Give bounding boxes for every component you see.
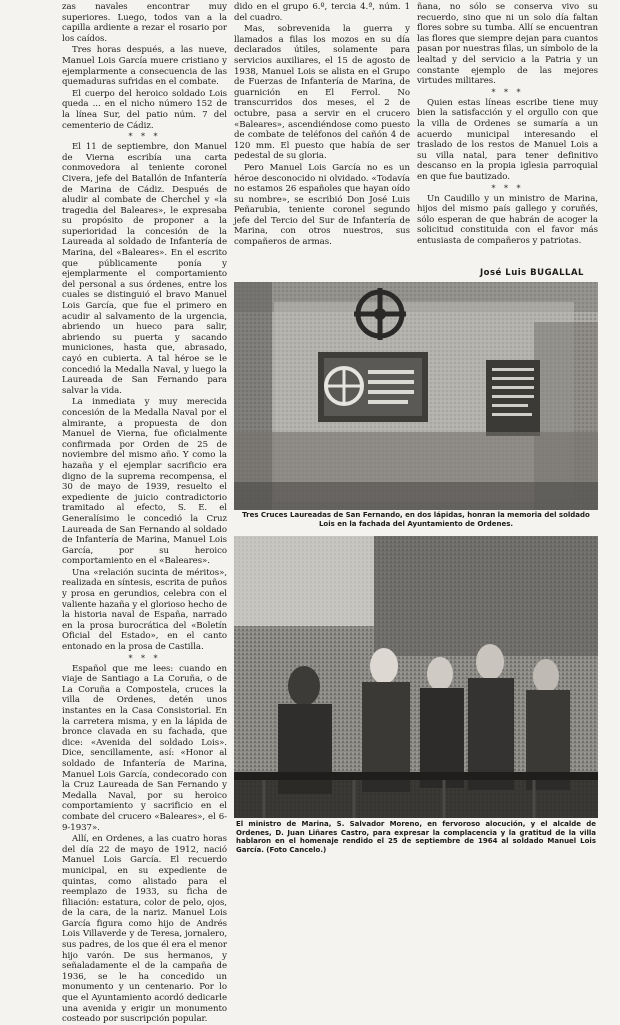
photo-caption-1: Tres Cruces Laureadas de San Fernando, en dos lápidas, honran la memoria del soldado Lois en la fachada del Ayuntamiento de Ordenes. [242, 511, 590, 528]
article-column-2 [234, 2, 410, 248]
paragraph: El cuerpo del heroico soldado Lois queda ... en el nicho número 152 de la línea Sur, del patio núm. 7 del cementerio de Cádiz. [62, 88, 227, 131]
paragraph: Mas, sobrevenida la guerra y llamados a filas los mozos en su día declarados útiles, solamente para servicios auxiliares, el 15 de agosto de 1938, Manuel Lois se alista en el Grupo de Fuerzas de Infantería de Marina, de guarnición en El Ferrol. No transcurridos dos meses, el 2 de octubre, pasa a servir en el crucero «Baleares», ascendiéndose como puesto de combate de teléfonos del cañón 4 de 120 mm. El puesto que había de ser pedestal de su gloria. [234, 24, 410, 162]
paragraph: zas navales encontrar muy superiores. Luego, todos van a la capilla ardiente a rezar el rosario por los caídos. [62, 2, 227, 44]
paragraph: ñana, no sólo se conserva vivo su recuerdo, sino que ni un solo día faltan flores sobre su tumba. Allí se encuentran las flores que siempre dejan para cuantos pasan por nuestras filas, un símbolo de la lealtad y del servicio a la Patria y un constante ejemplo de las mejores virtudes militares. [417, 2, 598, 87]
paragraph: Un Caudillo y un ministro de Marina, hijos del mismo país gallego y coruñés, sólo esperan de que habrán de acoger la solicitud constituida con el favor más entusiasta de compañeros y patriotas. [417, 193, 598, 246]
article-column-1 [62, 2, 227, 1025]
paragraph: Pero Manuel Lois García no es un héroe desconocido ni olvidado. «Todavía no estamos 26 españoles que hayan oído su nombre», se escribió Don José Luis Peñarubia, teniente coronel segundo jefe del Tercio del Sur de Infantería de Marina, con otros nuestros, sus compañeros de armas. [234, 162, 410, 248]
paragraph: Una «relación sucinta de méritos», realizada en síntesis, escrita de puños y prosa en gerundios, celebra con el valiente hazaña y el glorioso hecho de la historia naval de España, narrado en la prosa burocrática del «Boletín Oficial del Estado», en el canto entonado en la prosa de Castilla. [62, 567, 227, 653]
article-column-3 [417, 2, 598, 272]
paragraph: Quien estas líneas escribe tiene muy bien la satisfacción y el orgullo con que la villa de Ordenes se sumaría a un acuerdo municipal interesando el traslado de los restos de Manuel Lois a su villa natal, para tener definitivo descanso en la propia iglesia parroquial en que fue bautizado. [417, 97, 598, 182]
section-separator: * * * [128, 132, 161, 142]
author-signature: José Luis BUGALLAL [480, 268, 584, 278]
paragraph: Tres horas después, a las nueve, Manuel Lois García muere cristiano y ejemplarmente a consecuencia de las quemaduras sufridas en el combate. [62, 45, 227, 88]
paragraph: El 11 de septiembre, don Manuel de Vierna escribía una carta conmovedora al teniente coronel Civera, jefe del Batallón de Infantería de Marina de Cádiz. Después de aludir al combate de Cherchel y «la tragedia del Baleares», le expresaba su propósito de proponer a la superioridad la concesión de la Laureada al soldado de Infantería de Marina, del «Baleares». En el escrito que públicamente ponía y ejemplarmente el comportamiento del personal a sus órdenes, entre los cuales se distinguió el bravo Manuel Lois García, que fue el primero en acudir al salvamento de la urgencia, abriendo un hueco para salir, abriendo su puerta y sacando municiones, hasta que, abrasado, cayó en cubierta. A tal héroe se le concedió la Medalla Naval, y luego la Laureada de San Fernando para salvar la vida. [62, 142, 227, 396]
photo-caption-2: El ministro de Marina, S. Salvador Moreno, en fervoroso alocución, y el alcalde de Ordenes, D. Juan Liñares Castro, para expresar la complacencia y la gratitud de la villa hablaron en el homenaje rendido el 25 de septiembre de 1964 al soldado Manuel Lois García. (Foto Cancelo.) [236, 820, 596, 854]
crowd-photo-graphic [234, 536, 598, 818]
section-separator: * * * [491, 87, 524, 97]
paragraph: Español que me lees: cuando en viaje de Santiago a La Coruña, o de La Coruña a Compostela, cruces la villa de Ordenes, detén unos instantes en la Casa Consistorial. En la carretera misma, y en la lápida de bronce clavada en su fachada, que dice: «Avenida del soldado Lois». Dice, sencillamente, así: «Honor al soldado de Infantería de Marina, Manuel Lois García, condecorado con la Cruz Laureada de San Fernando y Medalla Naval, por su heroico comportamiento y sacrificio en el combate del crucero «Baleares», el 6-9-1937». [62, 663, 227, 833]
paragraph: La inmediata y muy merecida concesión de la Medalla Naval por el almirante, a propuesta de don Manuel de Vierna, fue oficialmente confirmada por Orden de 25 de noviembre del mismo año. Y como la hazaña y el ejemplar sacrificio era digno de la suprema recompensa, el 30 de mayo de 1939, resuelto el expediente de juicio contradictorio tramitado al efecto, S. E. el Generalísimo le concedió la Cruz Laureada de San Fernando al soldado de Infantería de Marina, Manuel Lois García, por su heroico comportamiento en el «Baleares». [62, 397, 227, 567]
section-separator: * * * [128, 653, 161, 663]
section-separator: * * * [491, 183, 524, 193]
paragraph: Allí, en Ordenes, a las cuatro horas del día 22 de mayo de 1912, nació Manuel Lois García. El recuerdo municipal, en su expediente de quintas, como alistado para el reemplazo de 1933, su ficha de filiación: estatura, color de pelo, ojos, de la cara, de la nariz. Manuel Lois García figura como hijo de Andrés Lois Villaverde y de Teresa, jornalero, sus padres, de los que él era el menor hijo varón. De sus hermanos, y señaladamente el de la campaña de 1936, se le ha concedido un monumento y un centenario. Por lo que el Ayuntamiento acordó dedicarle una avenida y erigir un monumento costeado por suscripción popular. [62, 834, 227, 1025]
homenaje-crowd-image [234, 536, 598, 818]
ayuntamiento-facade-image [234, 282, 598, 510]
facade-photo-graphic [234, 282, 598, 510]
paragraph: dido en el grupo 6.º, tercia 4.ª, núm. 1 del cuadro. [234, 2, 410, 23]
